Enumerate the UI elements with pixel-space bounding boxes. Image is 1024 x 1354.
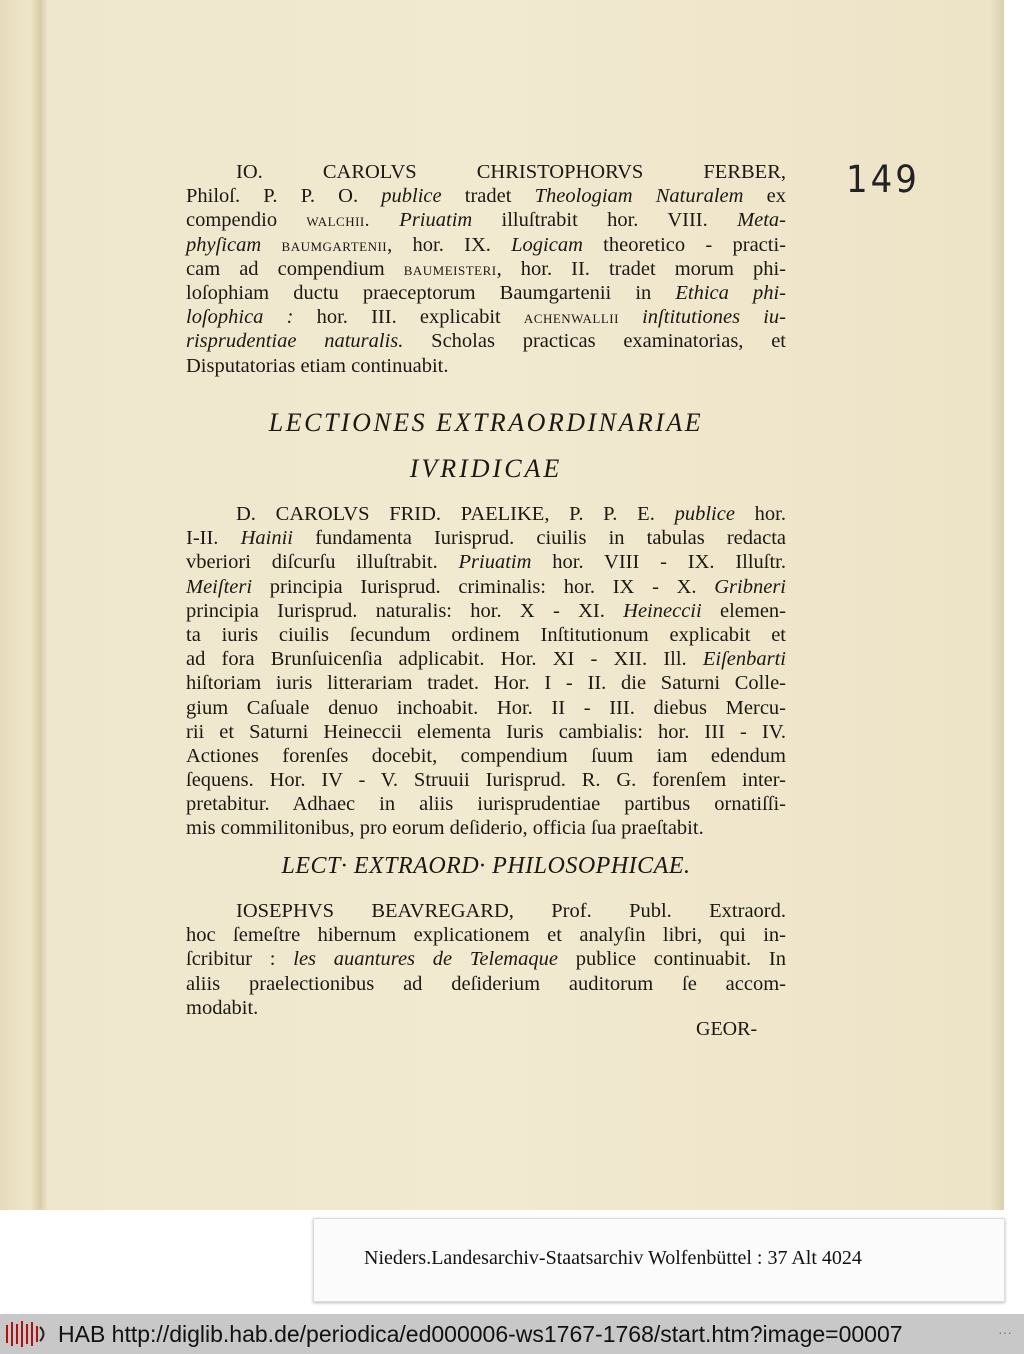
text-line <box>186 305 786 329</box>
text-line <box>186 502 786 526</box>
text-line <box>186 160 786 184</box>
italic-text: les auantures de Telemaque <box>293 948 558 971</box>
more-icon[interactable]: ··· <box>998 1324 1012 1340</box>
text-line <box>186 696 786 720</box>
text-line <box>186 575 786 599</box>
text-segment: principia Iurisprud. criminalis: hor. IX - X. <box>252 575 715 598</box>
text-segment: vberiori diſcurſu illuſtrabit. <box>186 551 459 574</box>
italic-text: loſophica : <box>186 306 294 329</box>
archive-label <box>313 1218 1005 1302</box>
heading-lect-philosophicae: LECT· EXTRAORD· PHILOSOPHICAE. <box>281 853 691 879</box>
text-segment: Disputatorias etiam continuabit. <box>186 354 449 377</box>
paragraph-beauregard <box>186 899 786 1020</box>
italic-text: Eiſenbarti <box>702 648 786 671</box>
text-line <box>186 996 786 1020</box>
heading-lectiones-extraordinariae: LECTIONES EXTRAORDINARIAE <box>268 408 704 437</box>
text-line <box>186 329 786 353</box>
text-segment: aliis praelectionibus ad deſiderium auditorum ſe accom- <box>186 972 786 995</box>
text-line <box>186 923 786 947</box>
text-segment: hor. <box>734 503 786 525</box>
text-segment: elemen- <box>701 599 787 622</box>
text-line <box>186 792 786 816</box>
text-segment: mis commilitonibus, pro eorum deſiderio, officia ſua praeſtabit. <box>186 817 704 840</box>
text-segment: pretabitur. Adhaec in aliis iurisprudentiae partibus ornatiſſi- <box>186 793 786 816</box>
text-line <box>186 947 786 971</box>
text-line <box>186 972 786 996</box>
archive-label-text: Nieders.Landesarchiv-Staatsarchiv Wolfenbüttel : 37 Alt 4024 <box>364 1247 862 1269</box>
text-line <box>186 550 786 574</box>
text-line <box>186 671 786 695</box>
text-segment: hor. III. explicabit <box>293 306 524 329</box>
text-segment: hoc ſemeſtre hibernum explicationem et analyſin libri, qui in- <box>186 924 786 947</box>
italic-text: Hainii <box>240 527 293 550</box>
text-segment: gium Caſuale denuo inchoabit. Hor. II - III. diebus Mercu- <box>186 696 786 719</box>
italic-text: publice <box>381 185 442 208</box>
small-caps-name: baumeisteri <box>403 258 497 280</box>
text-line <box>186 184 786 208</box>
italic-text: phyſicam <box>186 233 262 256</box>
text-line <box>186 647 786 671</box>
source-url[interactable]: HAB http://diglib.hab.de/periodica/ed000006-ws1767-1768/start.htm?image=00007 <box>58 1321 903 1347</box>
italic-text: Heineccii <box>623 599 702 622</box>
text-segment: publice continuabit. In <box>557 948 786 971</box>
text-line <box>186 281 786 305</box>
text-segment: tradet <box>441 185 535 208</box>
text-segment: hiſtoriam iuris litterariam tradet. Hor. I - II. die Saturni Colle- <box>186 672 786 695</box>
text-segment: ſcribitur : <box>186 948 294 971</box>
page-number: 149 <box>846 158 920 202</box>
text-segment: Philoſ. P. P. O. <box>186 185 382 208</box>
text-segment: rii et Saturni Heineccii elementa Iuris cambialis: hor. III - IV. <box>186 720 786 743</box>
hab-logo-icon <box>4 1321 48 1347</box>
italic-text: Meiſteri <box>186 575 253 598</box>
text-segment: theoretico - practi- <box>582 233 787 256</box>
text-segment: IO. CAROLVS CHRISTOPHORVS FERBER, <box>236 161 786 183</box>
paragraph-paelike <box>186 502 786 841</box>
text-line <box>186 599 786 623</box>
text-segment: , hor. II. tradet morum phi- <box>496 257 786 280</box>
text-line <box>186 899 786 923</box>
catchword: GEOR- <box>696 1018 758 1040</box>
text-segment: loſophiam ductu praeceptorum Baumgartenii in <box>186 281 676 304</box>
text-segment: ad fora Brunſuicenſia adplicabit. Hor. XI - XII. Ill. <box>186 648 703 671</box>
text-segment: D. CAROLVS FRID. PAELIKE, P. P. E. <box>236 503 675 525</box>
text-segment <box>370 209 399 231</box>
text-segment: I-II. <box>186 527 241 550</box>
text-line <box>186 257 786 281</box>
text-line <box>186 744 786 768</box>
paragraph-ferber <box>186 160 786 378</box>
italic-text: Ethica phi- <box>675 281 786 304</box>
italic-text: publice <box>674 503 735 525</box>
text-segment: cam ad compendium <box>186 257 404 280</box>
text-segment: Scholas practicas examinatorias, et <box>403 330 786 353</box>
italic-text: Priuatim <box>458 551 532 574</box>
italic-text: risprudentiae naturalis. <box>186 330 404 353</box>
text-line <box>186 208 786 232</box>
text-segment: ta iuris ciuilis ſecundum ordinem Inſtitutionum explicabit et <box>186 623 786 646</box>
footer-bar <box>0 1314 1024 1354</box>
small-caps-name: walchii. <box>306 210 370 232</box>
italic-text: Theologiam Naturalem <box>534 185 744 208</box>
text-line <box>186 768 786 792</box>
text-line <box>186 720 786 744</box>
text-segment: principia Iurisprud. naturalis: hor. X - XI. <box>186 599 624 622</box>
text-segment: Actiones forenſes docebit, compendium ſuum iam edendum <box>186 744 786 767</box>
text-segment: IOSEPHVS BEAVREGARD, Prof. Publ. Extraord. <box>236 900 786 922</box>
italic-text: Logicam <box>511 233 583 256</box>
text-segment: ſequens. Hor. IV - V. Struuii Iurisprud. R. G. forenſem inter- <box>186 769 786 792</box>
text-line <box>186 233 786 257</box>
text-line <box>186 526 786 550</box>
text-line <box>186 816 786 840</box>
text-segment: fundamenta Iurisprud. ciuilis in tabulas redacta <box>292 527 786 550</box>
text-segment: , hor. IX. <box>387 233 512 256</box>
italic-text: Meta- <box>737 209 787 232</box>
text-segment: ex <box>743 185 786 208</box>
italic-text: inſtitutiones iu- <box>618 306 786 329</box>
text-segment: illuſtrabit hor. VIII. <box>472 209 738 232</box>
small-caps-name: achenwallii <box>523 307 619 329</box>
text-segment: hor. VIII - IX. Illuſtr. <box>531 551 787 574</box>
italic-text: Priuatim <box>399 209 473 232</box>
small-caps-name: baumgartenii <box>261 234 388 256</box>
text-line <box>186 623 786 647</box>
text-segment: compendio <box>186 209 307 232</box>
text-segment: modabit. <box>186 996 259 1019</box>
italic-text: Gribneri <box>714 575 786 598</box>
heading-iuridicae: IVRIDICAE <box>409 454 563 483</box>
text-line <box>186 354 786 378</box>
